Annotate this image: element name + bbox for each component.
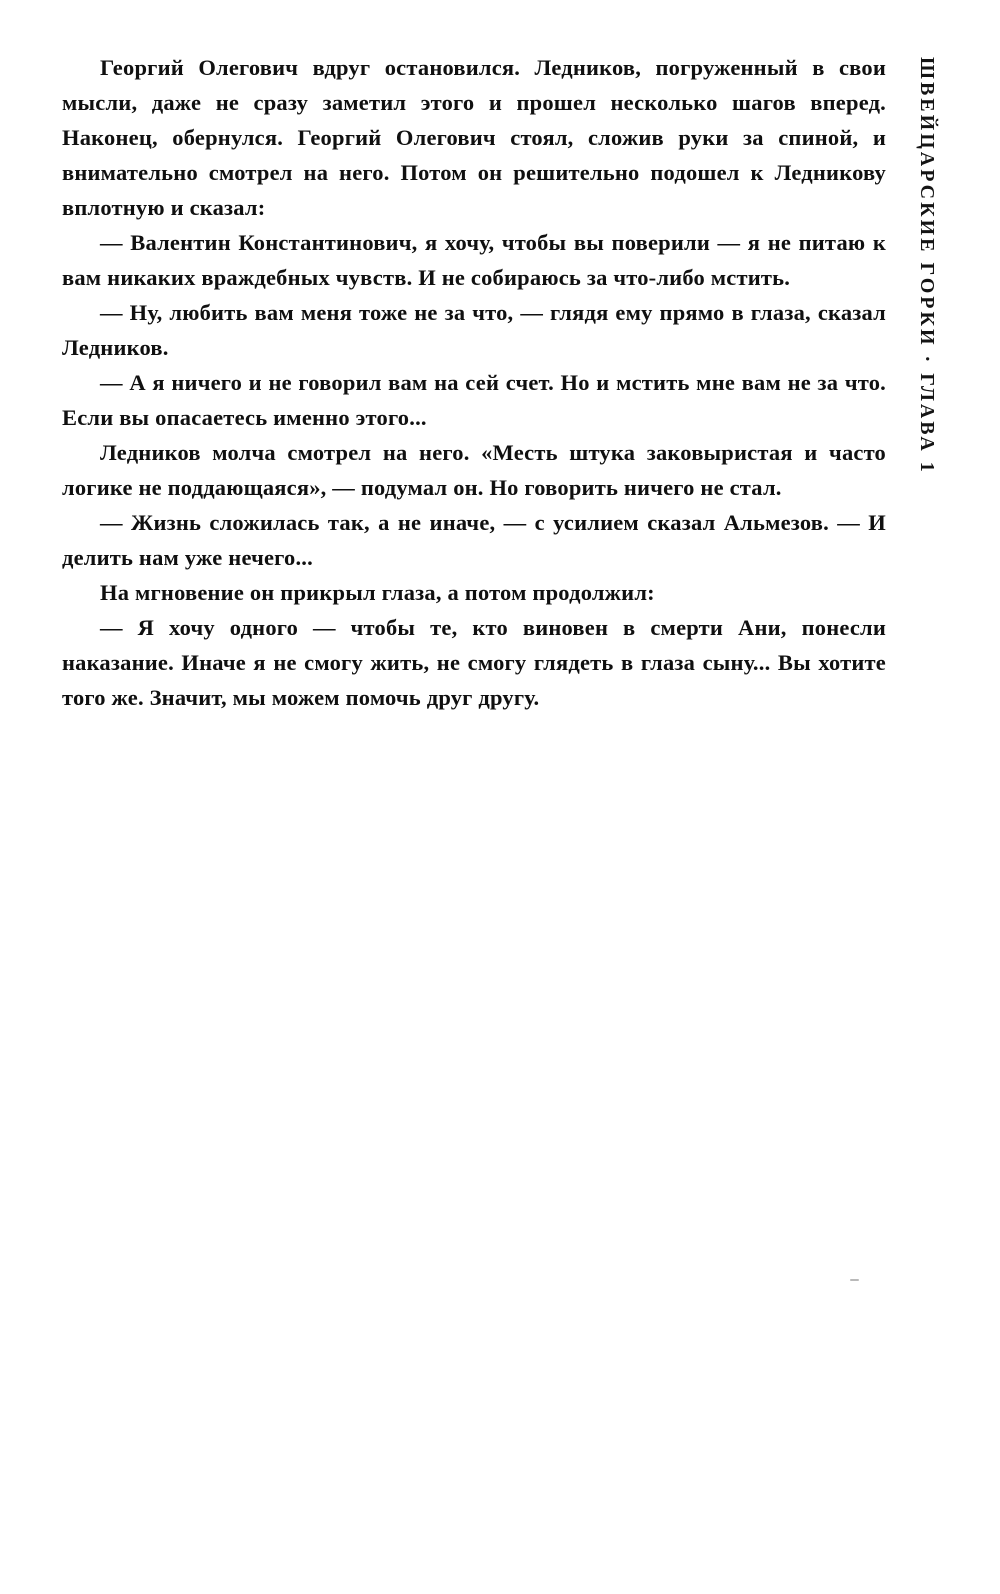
paragraph: Георгий Олегович вдруг остановился. Ледников, погруженный в свои мысли, даже не сразу заметил этого и прошел несколько шагов вперед. Наконец, обернулся. Георгий Олегович стоял, сложив руки за спиной, и внимательно смотрел на него. Потом он решительно подошел к Ледникову вплотную и сказал:: [62, 55, 886, 220]
running-head-text: ШВЕЙЦАРСКИЕ ГОРКИ · ГЛАВА 1: [916, 57, 938, 475]
body-text: [62, 50, 886, 715]
paragraph: — Валентин Константинович, я хочу, чтобы вы поверили — я не питаю к вам никаких враждебных чувств. И не собираюсь за что-либо мстить.: [62, 230, 886, 290]
paragraph: На мгновение он прикрыл глаза, а потом продолжил:: [100, 580, 655, 605]
paragraph: — Ну, любить вам меня тоже не за что, — глядя ему прямо в глаза, сказал Ледников.: [62, 300, 886, 360]
paragraph: — Жизнь сложилась так, а не иначе, — с усилием сказал Альмезов. — И делить нам уже нечего...: [62, 510, 886, 570]
paragraph: Ледников молча смотрел на него. «Месть штука заковыристая и часто логике не поддающаяся», — подумал он. Но говорить ничего не стал.: [62, 440, 886, 500]
paragraph: — Я хочу одного — чтобы те, кто виновен в смерти Ани, понесли наказание. Иначе я не смогу жить, не смогу глядеть в глаза сыну... Вы хотите того же. Значит, мы можем помочь друг другу.: [62, 615, 886, 710]
paragraph: — А я ничего и не говорил вам на сей счет. Но и мстить мне вам не за что. Если вы опасаетесь именно этого...: [62, 370, 886, 430]
scan-artifact-mark: [850, 1279, 859, 1281]
